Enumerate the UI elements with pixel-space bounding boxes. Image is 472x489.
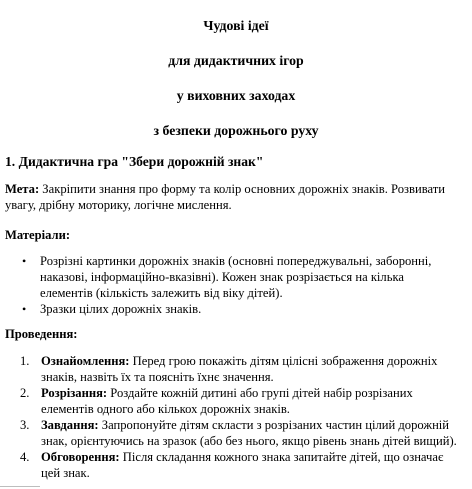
step-text: Запропонуйте дітям скласти з розрізаних частин цілий дорожній знак, орієнтуючись на зразок (або без нього, якщо рівень знань дітей вищий).	[41, 418, 457, 448]
title-line-3: у виховних заходах	[176, 88, 296, 103]
list-item	[18, 353, 464, 385]
material-item-2: Зразки цілих дорожніх знаків.	[40, 302, 202, 316]
title-line-2: для дидактичних ігор	[168, 53, 304, 68]
step-label: Обговорення:	[41, 450, 120, 464]
title-line-4: з безпеки дорожнього руху	[153, 123, 319, 138]
list-item	[18, 253, 458, 301]
materials-heading: Матеріали:	[5, 228, 71, 242]
step-text: Перед грою покажіть дітям цілісні зображення дорожніх знаків, назвіть їх та поясніть їхнє значення.	[41, 354, 438, 384]
bullet-icon: •	[22, 254, 27, 268]
step-number: 3.	[20, 418, 30, 432]
list-item	[18, 449, 464, 481]
step-label: Завдання:	[41, 418, 99, 432]
step-number: 4.	[20, 450, 30, 464]
list-item	[18, 385, 464, 417]
step-label: Розрізання:	[41, 386, 108, 400]
list-item	[18, 417, 464, 449]
procedure-heading: Проведення:	[5, 327, 78, 341]
goal-text: Закріпити знання про форму та колір основних дорожніх знаків. Розвивати увагу, дрібну моторику, логічне мислення.	[5, 182, 445, 212]
divider	[0, 486, 40, 487]
list-item	[18, 301, 458, 317]
step-number: 1.	[20, 354, 30, 368]
goal-paragraph	[5, 181, 460, 213]
game-heading: 1. Дидактична гра "Збери дорожній знак"	[5, 154, 264, 169]
step-number: 2.	[20, 386, 30, 400]
step-text: Роздайте кожній дитині або групі дітей набір розрізаних елементів одного або кількох дорожніх знаків.	[41, 386, 413, 416]
goal-label: Мета:	[5, 182, 40, 196]
procedure-steps	[18, 353, 464, 481]
step-text: Після складання кожного знака запитайте дітей, що означає цей знак.	[41, 450, 444, 480]
materials-list	[18, 253, 458, 317]
material-item-1: Розрізні картинки дорожніх знаків (основні попереджувальні, заборонні, наказові, інформаційно-вказівні). Кожен знак розрізається на кілька елементів (кількість залежить від віку дітей).	[40, 254, 432, 300]
title-line-1: Чудові ідеї	[203, 18, 269, 33]
step-label: Ознайомлення:	[41, 354, 130, 368]
bullet-icon: •	[22, 302, 27, 316]
